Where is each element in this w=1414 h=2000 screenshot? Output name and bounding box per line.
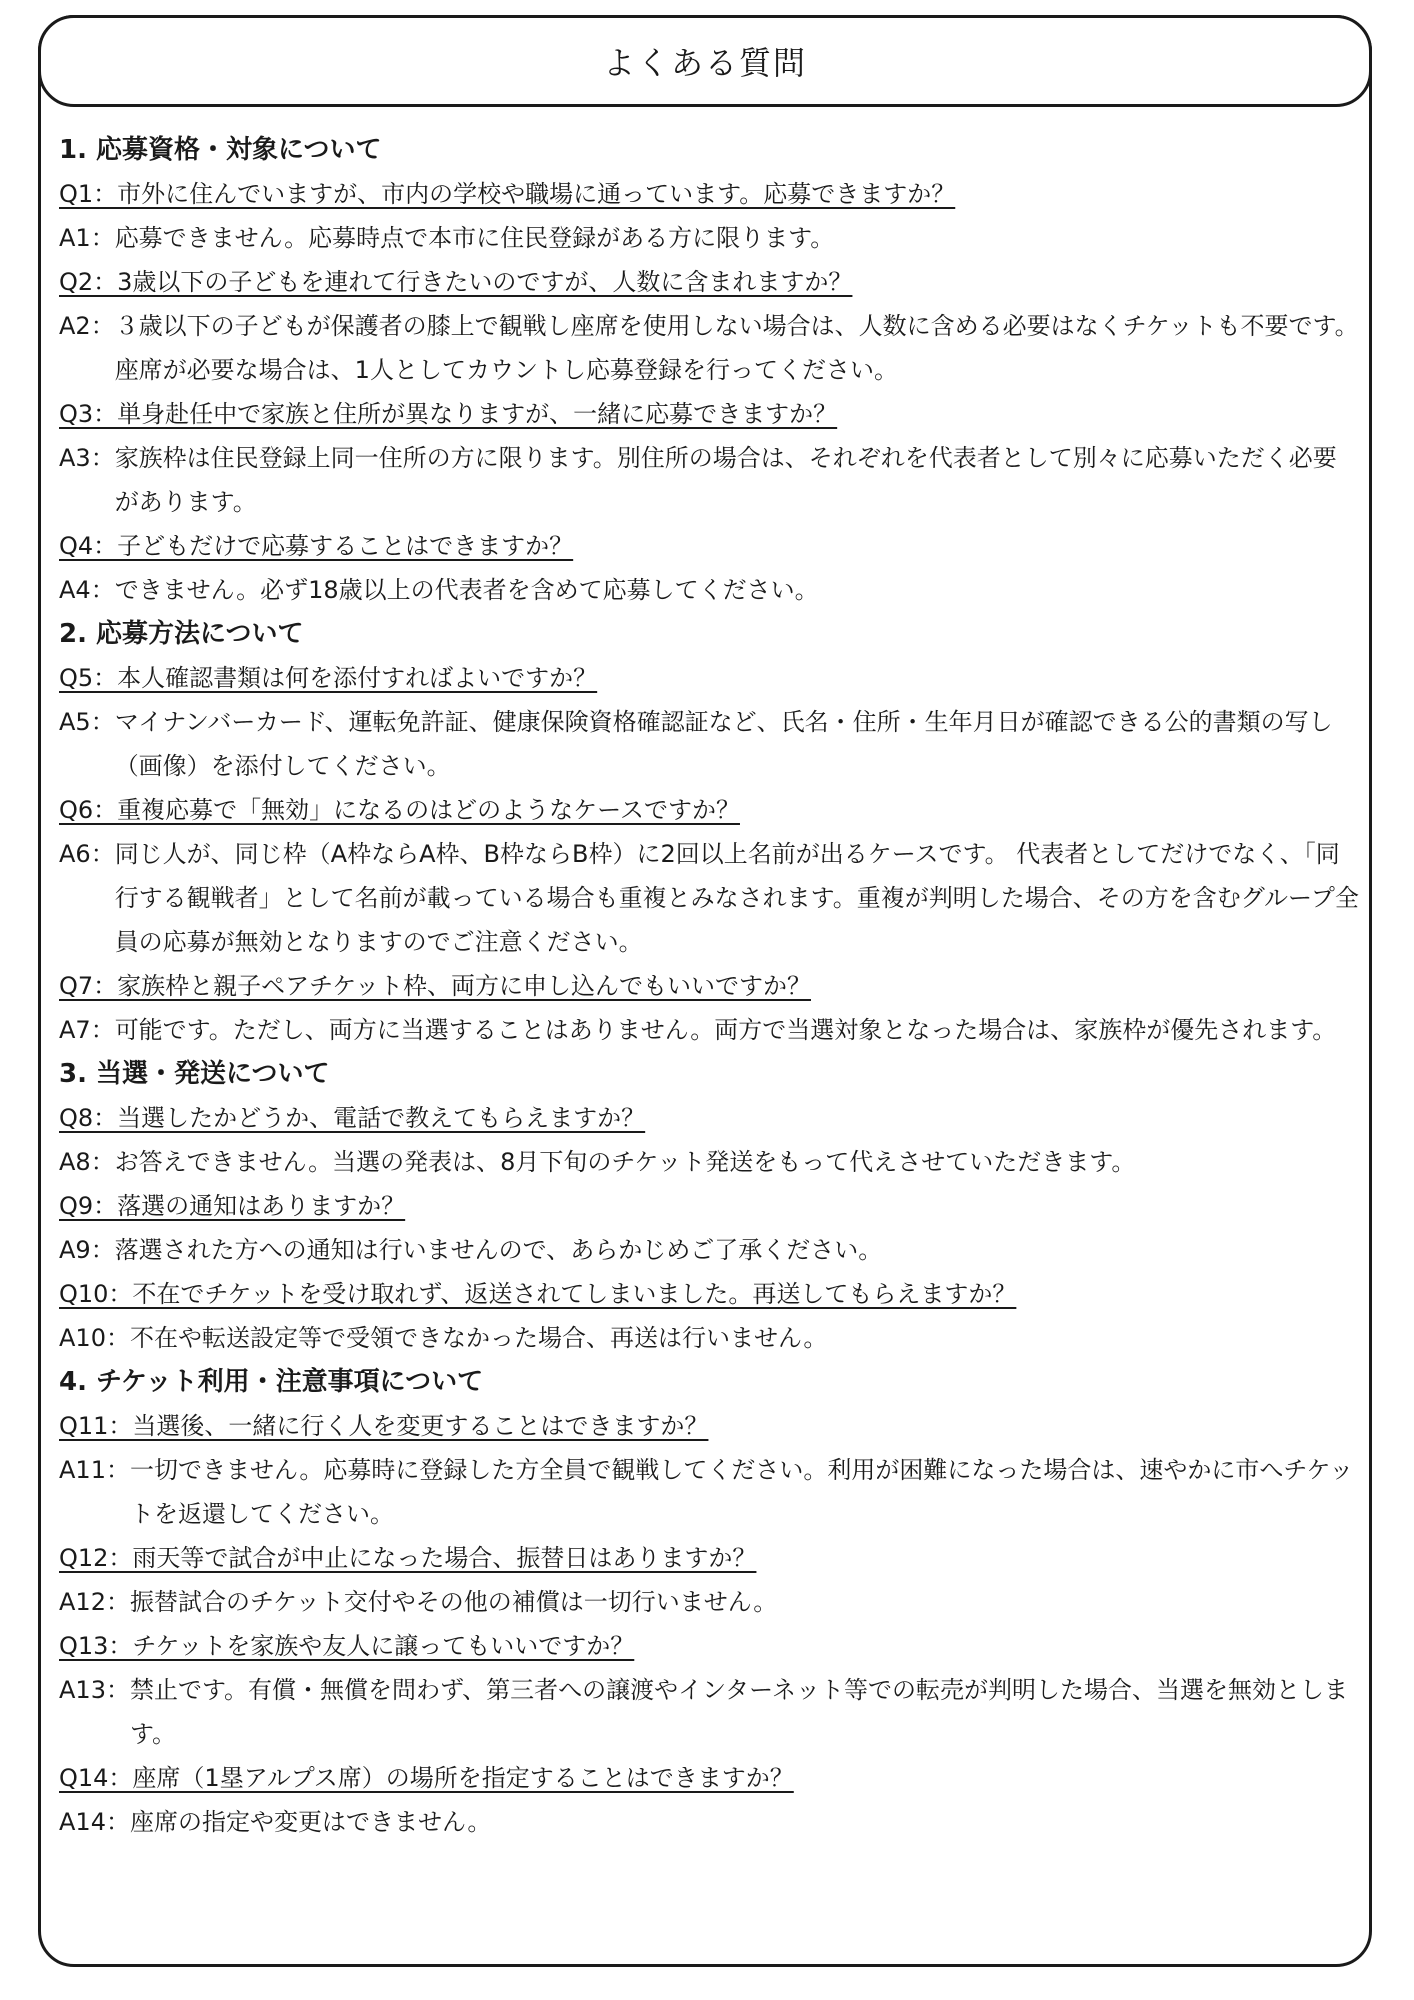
faq-question: Q5：本人確認書類は何を添付すればよいですか？ bbox=[59, 664, 598, 692]
answer-text: 可能です。ただし、両方に当選することはありません。両方で当選対象となった場合は、家族枠が優先されます。 bbox=[114, 1016, 1337, 1044]
answer-text: 落選された方への通知は行いませんので、あらかじめご了承ください。 bbox=[114, 1236, 883, 1264]
answer-label: A11： bbox=[59, 1456, 130, 1484]
faq-answer bbox=[59, 1448, 1359, 1536]
faq-question: Q13：チケットを家族や友人に譲ってもいいですか？ bbox=[59, 1632, 635, 1660]
answer-text: 応募できません。応募時点で本市に住民登録がある方に限ります。 bbox=[114, 224, 835, 252]
faq-question: Q1：市外に住んでいますが、市内の学校や職場に通っています。応募できますか？ bbox=[59, 180, 956, 208]
answer-label: A3： bbox=[59, 444, 115, 472]
faq-question: Q3：単身赴任中で家族と住所が異なりますが、一緒に応募できますか？ bbox=[59, 400, 838, 428]
faq-answer bbox=[59, 1316, 1359, 1360]
answer-text: マイナンバーカード、運転免許証、健康保険資格確認証など、氏名・住所・生年月日が確認できる公的書類の写し（画像）を添付してください。 bbox=[114, 708, 1333, 780]
answer-text: 一切できません。応募時に登録した方全員で観戦してください。利用が困難になった場合は、速やかに市へチケットを返還してください。 bbox=[129, 1456, 1354, 1528]
faq-answer bbox=[59, 568, 1359, 612]
faq-answer bbox=[59, 436, 1359, 524]
answer-text: 不在や転送設定等で受領できなかった場合、再送は行いません。 bbox=[129, 1324, 828, 1352]
faq-question: Q6：重複応募で「無効」になるのはどのようなケースですか？ bbox=[59, 796, 740, 824]
answer-label: A2： bbox=[59, 312, 115, 340]
faq-question: Q12：雨天等で試合が中止になった場合、振替日はありますか？ bbox=[59, 1544, 757, 1572]
answer-label: A9： bbox=[59, 1236, 115, 1264]
faq-answer bbox=[59, 1008, 1359, 1052]
faq-answer bbox=[59, 1228, 1359, 1272]
page-title: よくある質問 bbox=[602, 44, 807, 82]
faq-question: Q10：不在でチケットを受け取れず、返送されてしまいました。再送してもらえますか？ bbox=[59, 1280, 1017, 1308]
answer-text: ３歳以下の子どもが保護者の膝上で観戦し座席を使用しない場合は、人数に含める必要はなくチケットも不要です。座席が必要な場合は、1人としてカウントし応募登録を行ってください。 bbox=[114, 312, 1359, 384]
answer-text: できません。必ず18歳以上の代表者を含めて応募してください。 bbox=[114, 576, 819, 604]
faq-answer bbox=[59, 832, 1359, 964]
answer-label: A14： bbox=[59, 1808, 130, 1836]
answer-text: 振替試合のチケット交付やその他の補償は一切行いません。 bbox=[129, 1588, 778, 1616]
faq-question: Q8：当選したかどうか、電話で教えてもらえますか？ bbox=[59, 1104, 646, 1132]
answer-label: A13： bbox=[59, 1676, 130, 1704]
faq-question: Q7：家族枠と親子ペアチケット枠、両方に申し込んでもいいですか？ bbox=[59, 972, 811, 1000]
faq-answer bbox=[59, 304, 1359, 392]
faq-answer bbox=[59, 1800, 1359, 1844]
section-heading: 2. 応募方法について bbox=[59, 619, 304, 649]
faq-question: Q4：子どもだけで応募することはできますか？ bbox=[59, 532, 574, 560]
faq-content bbox=[59, 128, 1359, 1844]
faq-answer bbox=[59, 1580, 1359, 1624]
answer-label: A12： bbox=[59, 1588, 130, 1616]
section-heading: 3. 当選・発送について bbox=[59, 1059, 330, 1089]
answer-label: A10： bbox=[59, 1324, 130, 1352]
faq-question: Q11：当選後、一緒に行く人を変更することはできますか？ bbox=[59, 1412, 709, 1440]
answer-text: 同じ人が、同じ枠（A枠ならA枠、B枠ならB枠）に2回以上名前が出るケースです。 代表者としてだけでなく、「同行する観戦者」として名前が載っている場合も重複とみなされます。重複が判明した場合、その方を含むグループ全員の応募が無効となりますのでご注意ください。 bbox=[114, 840, 1359, 956]
faq-answer bbox=[59, 700, 1359, 788]
faq-answer bbox=[59, 1668, 1359, 1756]
answer-label: A1： bbox=[59, 224, 115, 252]
faq-question: Q9：落選の通知はありますか？ bbox=[59, 1192, 406, 1220]
faq-answer bbox=[59, 1140, 1359, 1184]
answer-label: A6： bbox=[59, 840, 115, 868]
answer-label: A4： bbox=[59, 576, 115, 604]
section-heading: 1. 応募資格・対象について bbox=[59, 135, 382, 165]
answer-text: 座席の指定や変更はできません。 bbox=[129, 1808, 492, 1836]
section-heading: 4. チケット利用・注意事項について bbox=[59, 1367, 484, 1397]
title-box bbox=[38, 15, 1372, 107]
answer-label: A8： bbox=[59, 1148, 115, 1176]
answer-text: 家族枠は住民登録上同一住所の方に限ります。別住所の場合は、それぞれを代表者として別々に応募いただく必要があります。 bbox=[114, 444, 1337, 516]
answer-text: お答えできません。当選の発表は、8月下旬のチケット発送をもって代えさせていただきます。 bbox=[114, 1148, 1136, 1176]
answer-text: 禁止です。有償・無償を問わず、第三者への譲渡やインターネット等での転売が判明した場合、当選を無効とします。 bbox=[129, 1676, 1348, 1748]
faq-question: Q14：座席（1塁アルプス席）の場所を指定することはできますか？ bbox=[59, 1764, 794, 1792]
faq-question: Q2：3歳以下の子どもを連れて行きたいのですが、人数に含まれますか？ bbox=[59, 268, 853, 296]
faq-answer bbox=[59, 216, 1359, 260]
answer-label: A5： bbox=[59, 708, 115, 736]
answer-label: A7： bbox=[59, 1016, 115, 1044]
